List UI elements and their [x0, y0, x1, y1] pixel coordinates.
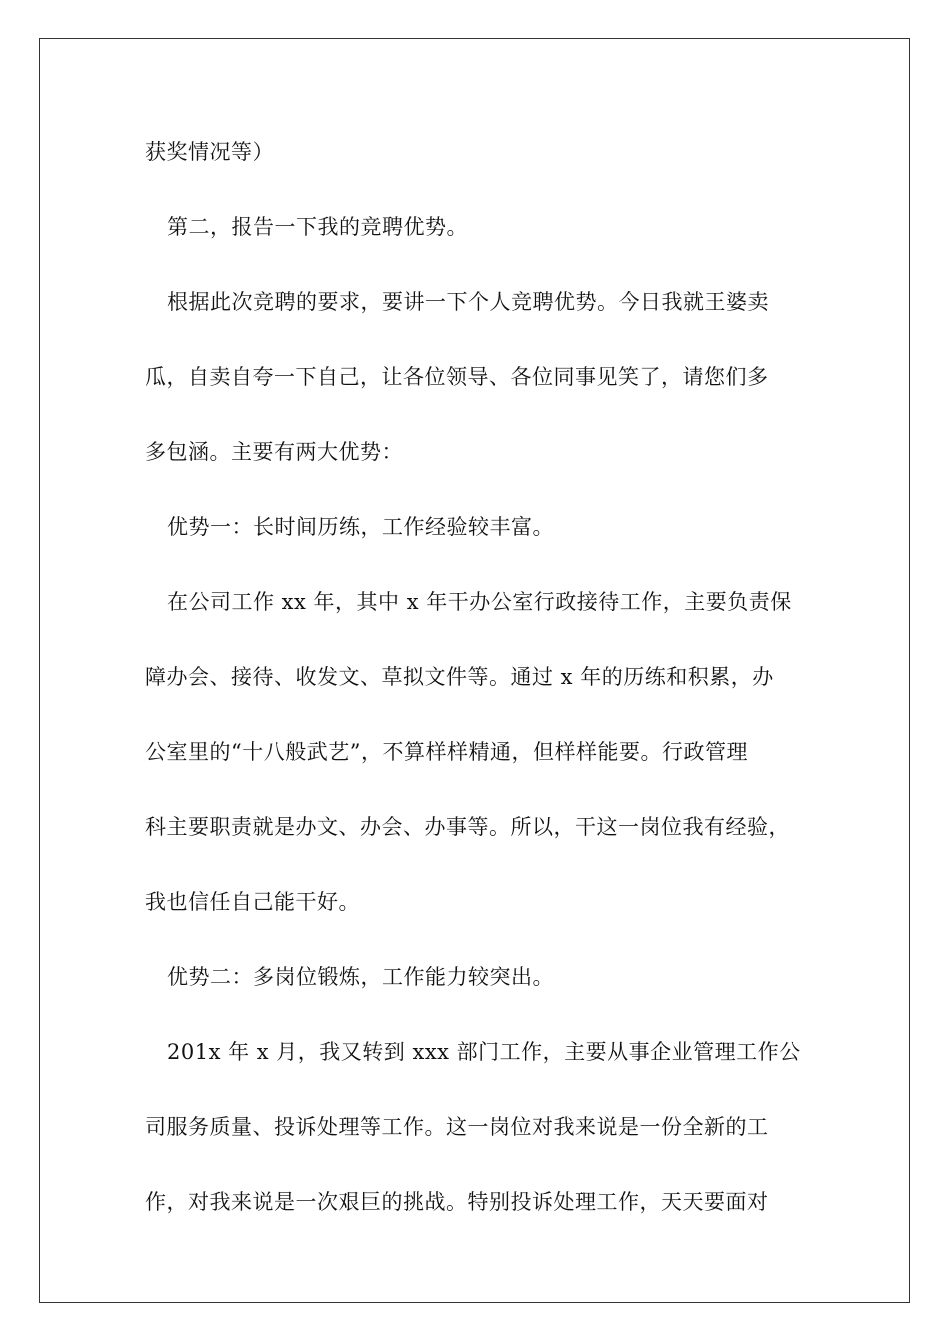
text-line: 根据此次竞聘的要求，要讲一下个人竞聘优势。今日我就王婆卖	[167, 290, 769, 314]
text-line: 在公司工作 xx 年，其中 x 年干办公室行政接待工作，主要负责保	[167, 590, 792, 614]
text-line: 201x 年 x 月，我又转到 xxx 部门工作，主要从事企业管理工作公	[167, 1040, 801, 1064]
text-line: 多包涵。主要有两大优势：	[145, 440, 403, 464]
section-heading: 第二，报告一下我的竞聘优势。	[167, 215, 468, 239]
text-line: 作，对我来说是一次艰巨的挑战。特别投诉处理工作，天天要面对	[145, 1190, 769, 1214]
text-line: 科主要职责就是办文、办会、办事等。所以，干这一岗位我有经验，	[145, 815, 790, 839]
section-heading: 优势一：长时间历练，工作经验较丰富。	[167, 515, 554, 539]
text-line: 瓜，自卖自夸一下自己，让各位领导、各位同事见笑了，请您们多	[145, 365, 769, 389]
text-line: 公室里的“十八般武艺”，不算样样精通，但样样能要。行政管理	[145, 740, 748, 764]
text-line: 我也信任自己能干好。	[145, 890, 360, 914]
text-line: 障办会、接待、收发文、草拟文件等。通过 x 年的历练和积累，办	[145, 665, 774, 689]
text-line: 司服务质量、投诉处理等工作。这一岗位对我来说是一份全新的工	[145, 1115, 769, 1139]
document-body	[145, 126, 805, 1251]
text-line: 获奖情况等）	[145, 140, 274, 164]
section-heading: 优势二：多岗位锻炼，工作能力较突出。	[167, 965, 554, 989]
